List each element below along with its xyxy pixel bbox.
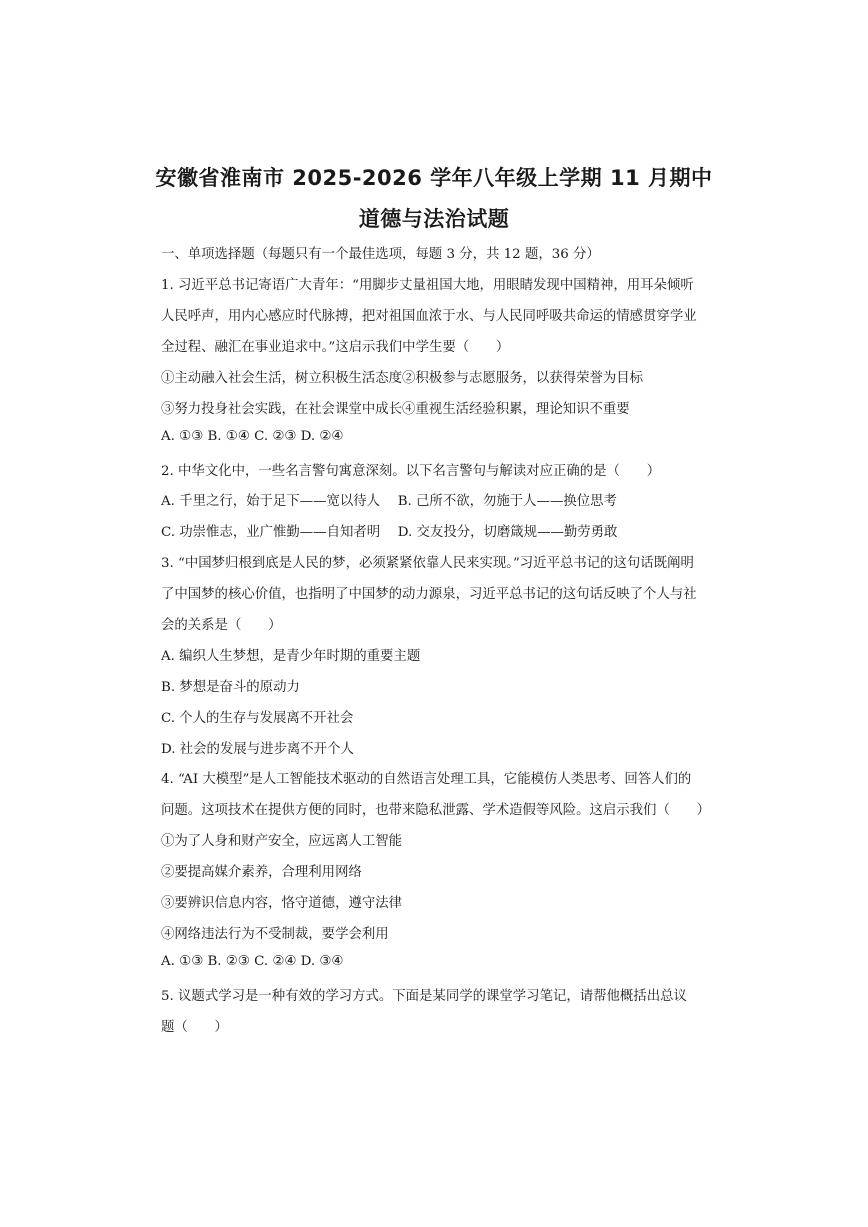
q3-stem-line: 会的关系是（ ）	[161, 618, 282, 633]
q4-statement: ③要辨识信息内容，恪守道德，遵守法律	[161, 896, 403, 911]
q4-statement: ②要提高媒介素养，合理利用网络	[161, 865, 362, 880]
q2-options-row: C. 功崇惟志，业广惟勤——自知者明 D. 交友投分，切磨箴规——勤劳勇敢	[161, 525, 618, 540]
q2-options-row: A. 千里之行，始于足下——宽以待人 B. 己所不欲，勿施于人——换位思考	[161, 494, 617, 509]
q3-option: D. 社会的发展与进步离不开个人	[161, 742, 354, 757]
q1-stem-line: 人民呼声，用内心感应时代脉搏，把对祖国血浓于水、与人民同呼吸共命运的情感贯穿学业	[161, 309, 697, 324]
q1-statement: ③努力投身社会实践，在社会课堂中成长④重视生活经验积累，理论知识不重要	[161, 402, 630, 417]
q3-stem-line: 了中国梦的核心价值，也指明了中国梦的动力源泉，习近平总书记的这句话反映了个人与社	[161, 587, 697, 602]
exam-title-line2: 道德与法治试题	[358, 207, 510, 231]
q2-stem: 2. 中华文化中，一些名言警句寓意深刻。以下名言警句与解读对应正确的是（ ）	[161, 464, 661, 479]
q5-stem-line: 5. 议题式学习是一种有效的学习方式。下面是某同学的课堂学习笔记，请帮他概括出总议	[161, 989, 687, 1004]
q1-stem-line: 1. 习近平总书记寄语广大青年：“用脚步丈量祖国大地，用眼睛发现中国精神，用耳朵倾听	[161, 278, 694, 293]
q3-stem-line: 3. “中国梦归根到底是人民的梦，必须紧紧依靠人民来实现。”习近平总书记的这句话既阐明	[161, 556, 694, 571]
q5-stem-line: 题（ ）	[161, 1020, 228, 1035]
q3-option: C. 个人的生存与发展离不开社会	[161, 711, 354, 726]
q3-option: B. 梦想是奋斗的原动力	[161, 680, 300, 695]
q1-stem-line: 全过程、融汇在事业追求中。”这启示我们中学生要（ ）	[161, 340, 510, 355]
q4-stem-line: 问题。这项技术在提供方便的同时，也带来隐私泄露、学术造假等风险。这启示我们（ ）	[161, 803, 711, 818]
exam-title-line1: 安徽省淮南市 2025-2026 学年八年级上学期 11 月期中	[155, 166, 713, 190]
q1-options: A. ①③ B. ①④ C. ②③ D. ②④	[161, 429, 344, 444]
section-heading: 一、单项选择题（每题只有一个最佳选项，每题 3 分，共 12 题，36 分）	[161, 247, 600, 262]
q4-options: A. ①③ B. ②③ C. ②④ D. ③④	[161, 954, 344, 969]
q1-statement: ①主动融入社会生活，树立积极生活态度②积极参与志愿服务，以获得荣誉为目标	[161, 371, 644, 386]
q4-statement: ④网络违法行为不受制裁，要学会利用	[161, 927, 389, 942]
q4-stem-line: 4. “AI 大模型”是人工智能技术驱动的自然语言处理工具，它能模仿人类思考、回答人们的	[161, 772, 692, 787]
q3-option: A. 编织人生梦想，是青少年时期的重要主题	[161, 649, 421, 664]
q4-statement: ①为了人身和财产安全，应远离人工智能	[161, 834, 403, 849]
